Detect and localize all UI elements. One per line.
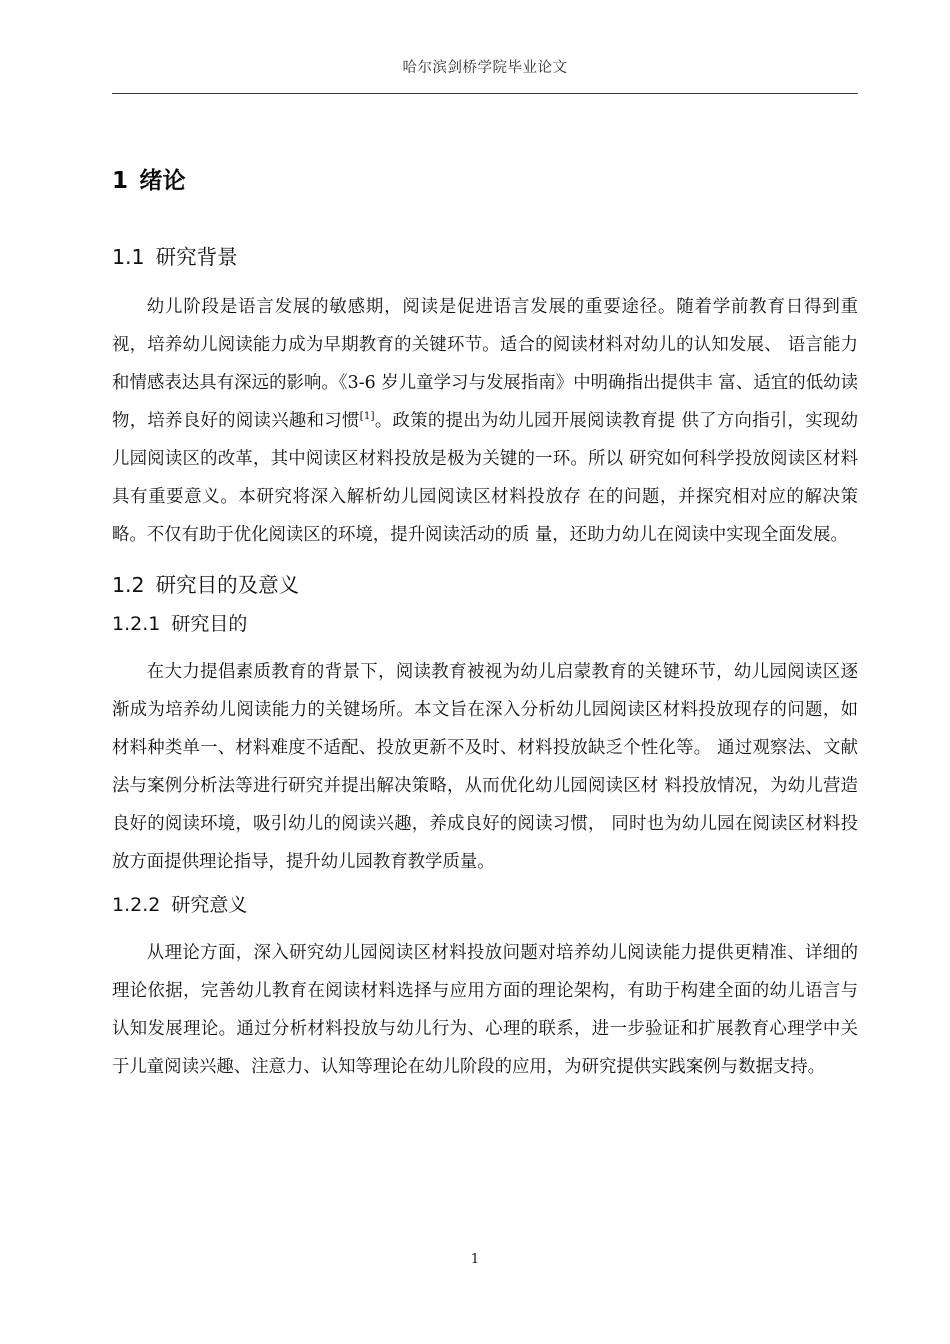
chapter-number: 1 (112, 168, 129, 194)
section-1-1-title: 研究背景 (155, 245, 238, 269)
section-1-2-heading (112, 570, 858, 600)
paragraph-research-background (112, 288, 858, 554)
page-number: 1 (470, 1252, 480, 1267)
chapter-heading-block (112, 164, 858, 198)
section-1-1-heading-block (112, 242, 858, 272)
running-header (112, 58, 858, 78)
document-body (112, 150, 858, 1090)
section-1-2-1-title: 研究目的 (171, 613, 248, 635)
section-1-2-2-heading-block (112, 891, 858, 920)
section-1-1-number: 1.1 (112, 245, 145, 269)
paragraph-research-significance: 从理论方面，深入研究幼儿园阅读区材料投放问题对培养幼儿阅读能力提供更精准、详细的理论依据，完善幼儿教育在阅读材料选择与应用方面的理论架构，有助于构建全面的幼儿语言与认知发展理论。通过分析材料投放与幼儿行为、心理的联系，进一步验证和扩展教育心理学中关于儿童阅读兴趣、注意力、认知等理论在幼儿阶段的应用，为研究提供实践案例与数据支持。 (112, 943, 858, 1077)
section-1-2-number: 1.2 (112, 573, 145, 597)
section-1-2-1-heading-block (112, 610, 858, 639)
header-divider (112, 93, 858, 94)
page-footer (0, 1248, 950, 1267)
chapter-title: 绪论 (139, 168, 186, 194)
citation-marker: [1] (359, 410, 375, 423)
section-1-2-1-heading (112, 610, 858, 639)
section-1-2-2-heading (112, 891, 858, 920)
paragraph-text-part2: 。政策的提出为幼儿园开展阅读教育提 供了方向指引，实现幼儿园阅读区的改革，其中阅读区材料投放是极为关键的一环。所以 研究如何科学投放阅读区材料具有重要意义。本研究将深入解析幼儿园阅读区材料投放存 在的问题，并探究相对应的解决策略。不仅有助于优化阅读区的环境，提升阅读活动的质 量，还助力幼儿在阅读中实现全面发展。 (112, 411, 858, 545)
chapter-heading (112, 164, 858, 198)
section-1-2-2-title: 研究意义 (171, 894, 248, 916)
section-1-2-heading-block (112, 570, 858, 600)
section-1-1-heading (112, 242, 858, 272)
header-title: 哈尔滨剑桥学院毕业论文 (402, 60, 568, 76)
paragraph-research-purpose: 在大力提倡素质教育的背景下，阅读教育被视为幼儿启蒙教育的关键环节，幼儿园阅读区逐渐成为培养幼儿阅读能力的关键场所。本文旨在深入分析幼儿园阅读区材料投放现存的问题，如材料种类单一、材料难度不适配、投放更新不及时、材料投放缺乏个性化等。 通过观察法、文献法与案例分析法等进行研究并提出解决策略，从而优化幼儿园阅读区材 料投放情况，为幼儿营造良好的阅读环境，吸引幼儿的阅读兴趣，养成良好的阅读习惯， 同时也为幼儿园在阅读区材料投放方面提供理论指导，提升幼儿园教育教学质量。 (112, 662, 858, 872)
section-1-2-1-number: 1.2.1 (112, 613, 161, 635)
paragraph-text-part1: 幼儿阶段是语言发展的敏感期，阅读是促进语言发展的重要途径。随着学前教育日得到重视，培养幼儿阅读能力成为早期教育的关键环节。适合的阅读材料对幼儿的认知发展、 语言能力和情感表达具有深远的影响。《3-6 岁儿童学习与发展指南》中明确指出提供丰 富、适宜的低幼读物，培养良好的阅读兴趣和习惯 (112, 297, 858, 431)
section-1-2-title: 研究目的及意义 (155, 573, 300, 597)
section-1-2-2-number: 1.2.2 (112, 894, 161, 916)
